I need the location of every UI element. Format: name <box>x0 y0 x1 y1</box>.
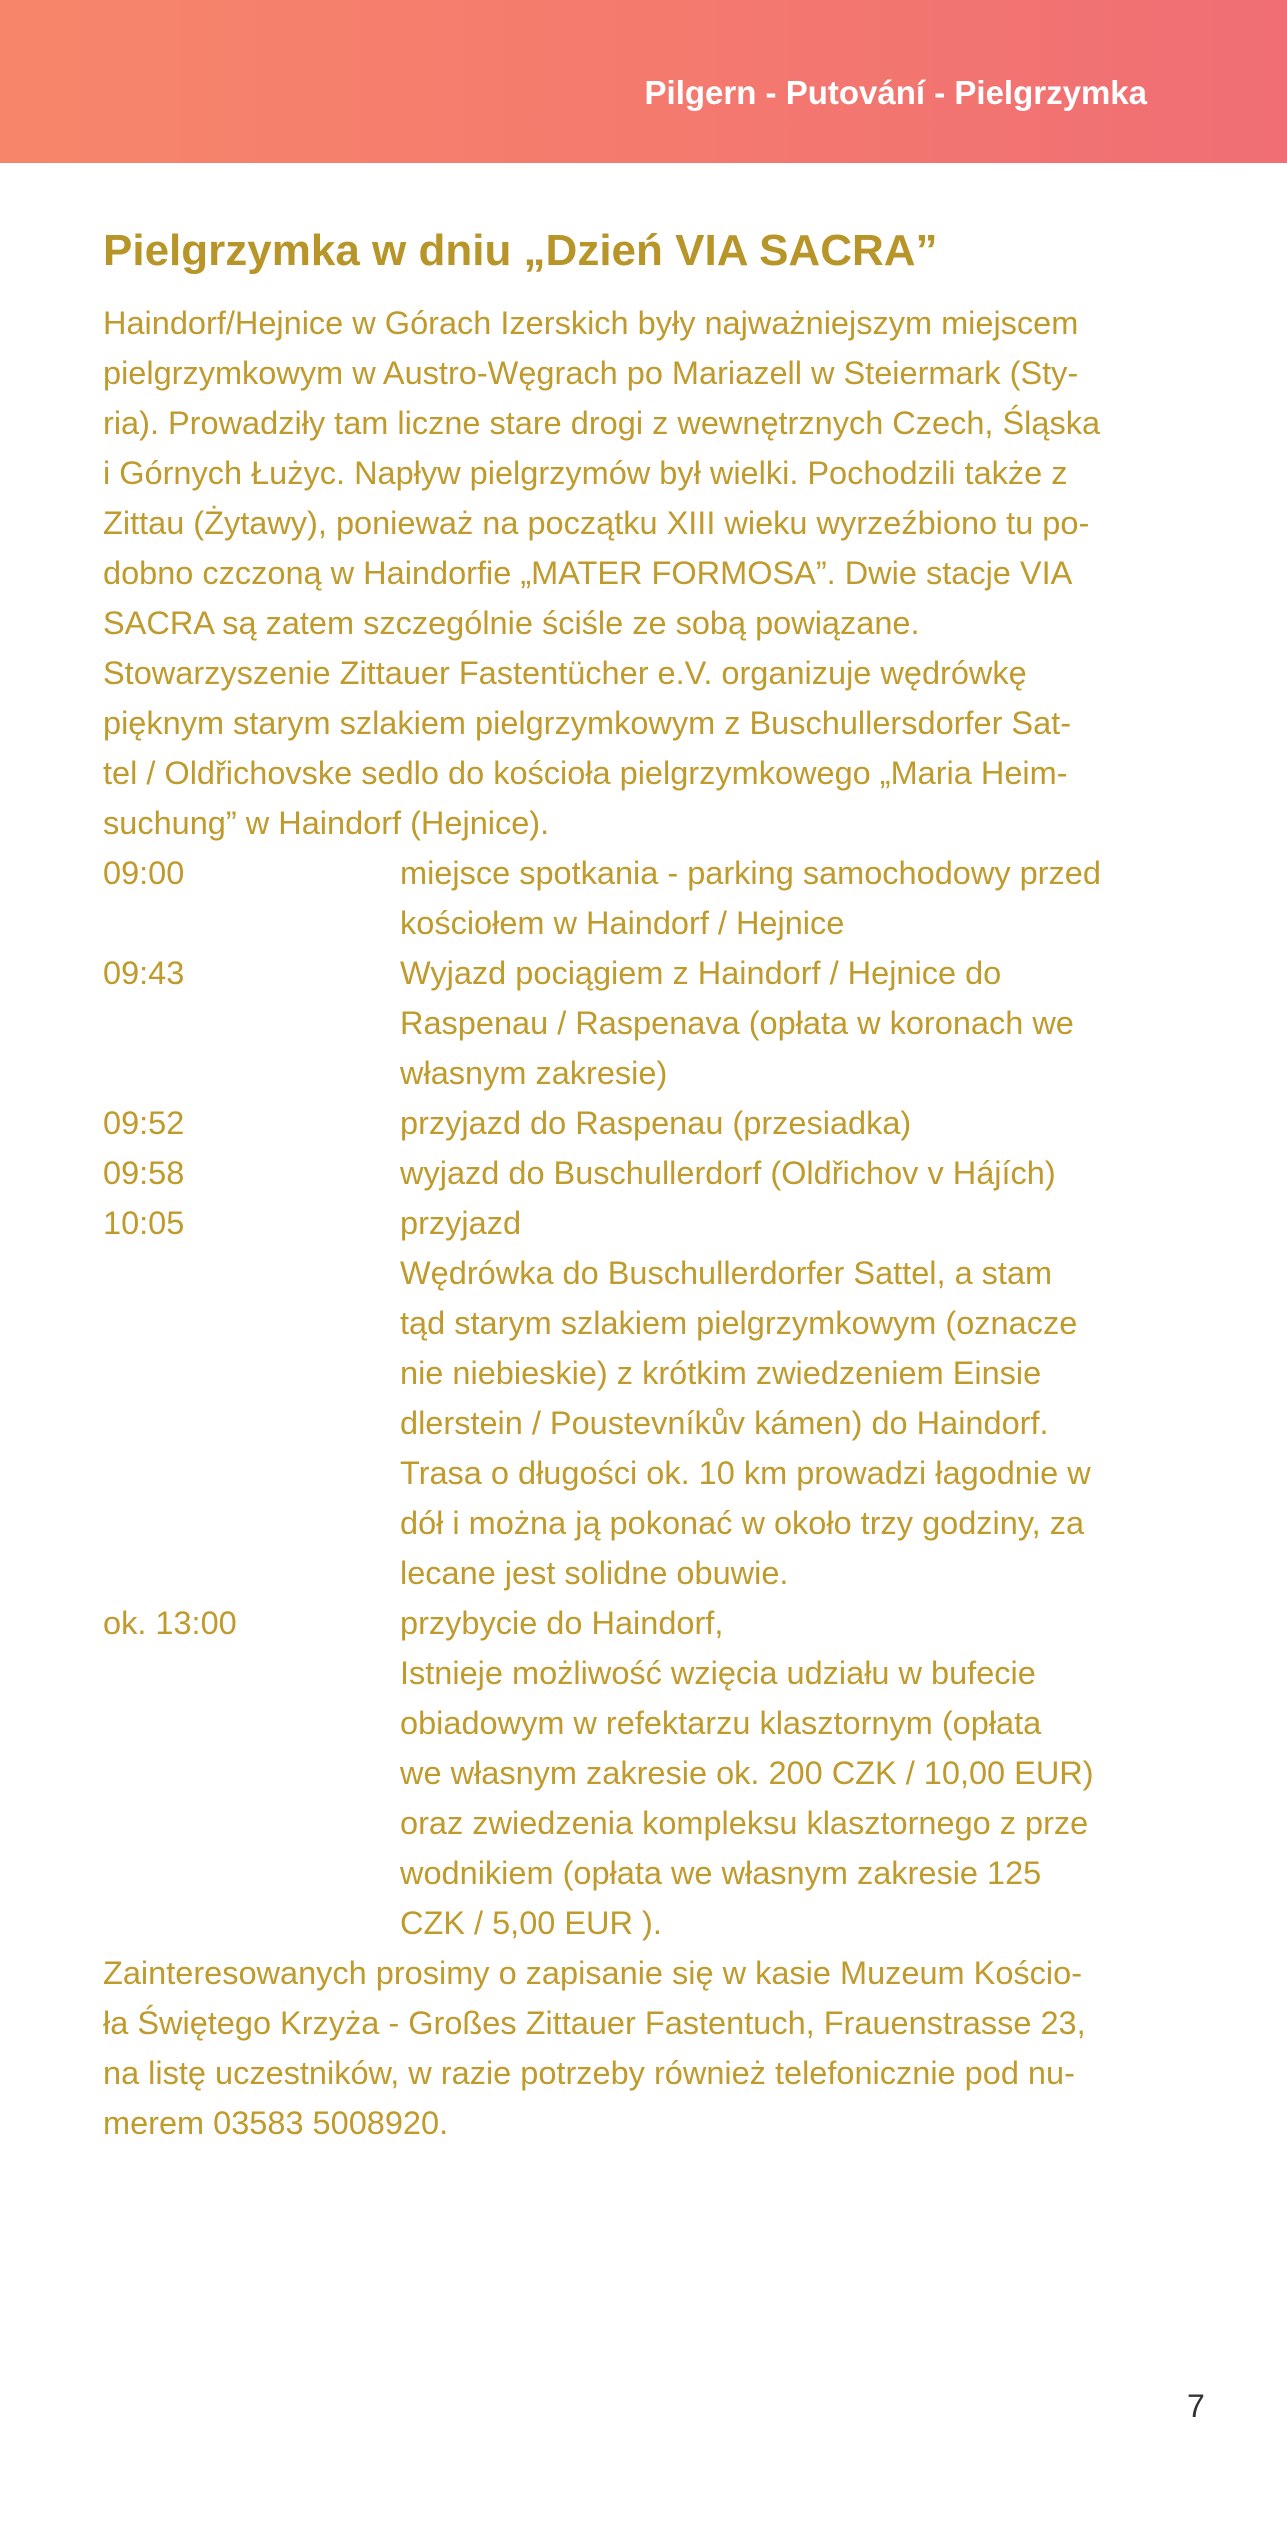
organizer-paragraph: Stowarzyszenie Zittauer Fastentücher e.V. organizuje wędrówkę pięknym starym szlakiem pielgrzymkowym z Buschullersdorfer Sat- tel / Oldřichovske sedlo do kościoła pielgrzymkowego „Maria Heim- suchung” w Haindorf (Hejnice). <box>103 655 1072 841</box>
schedule-time: 09:00 <box>103 855 185 891</box>
schedule-time: ok. 13:00 <box>103 1605 237 1641</box>
page-title: Pielgrzymka w dniu „Dzień VIA SACRA” <box>103 226 938 275</box>
schedule-description: przybycie do Haindorf, Istnieje możliwość wzięcia udziału w bufecie obiadowym w refektarzu klasztornym (opłata we własnym zakresie ok. 200 CZK / 10,00 EUR) oraz zwiedzenia kompleksu klasztornego z prze wodnikiem (opłata we własnym zakresie 125 CZK / 5,00 EUR ). <box>400 1605 1094 1941</box>
schedule-row <box>103 1198 1163 1598</box>
header-title: Pilgern - Putování - Pielgrzymka <box>644 74 1147 111</box>
main-content <box>103 222 1163 2148</box>
schedule-row <box>103 1148 1163 1198</box>
schedule-description: przyjazd Wędrówka do Buschullerdorfer Sattel, a stam tąd starym szlakiem pielgrzymkowym (oznacze nie niebieskie) z krótkim zwiedzeniem Einsie dlerstein / Poustevníkův kámen) do Haindorf. Trasa o długości ok. 10 km prowadzi łagodnie w dół i można ją pokonać w około trzy godziny, za lecane jest solidne obuwie. <box>400 1205 1091 1591</box>
schedule <box>103 848 1163 1948</box>
schedule-time: 09:52 <box>103 1105 185 1141</box>
schedule-row <box>103 848 1163 948</box>
header-band <box>0 0 1287 163</box>
schedule-description: przyjazd do Raspenau (przesiadka) <box>400 1105 912 1141</box>
closing-paragraph: Zainteresowanych prosimy o zapisanie się w kasie Muzeum Kościo- ła Świętego Krzyża - Großes Zittauer Fastentuch, Frauenstrasse 23, na listę uczestników, w razie potrzeby również telefonicznie pod nu- merem 03583 5008920. <box>103 1955 1086 2141</box>
schedule-time: 09:43 <box>103 955 185 991</box>
schedule-row <box>103 948 1163 1098</box>
schedule-description: wyjazd do Buschullerdorf (Oldřichov v Hájích) <box>400 1155 1056 1191</box>
schedule-time: 10:05 <box>103 1205 185 1241</box>
schedule-description: miejsce spotkania - parking samochodowy przed kościołem w Haindorf / Hejnice <box>400 855 1101 941</box>
page-number: 7 <box>1187 2388 1205 2424</box>
schedule-description: Wyjazd pociągiem z Haindorf / Hejnice do Raspenau / Raspenava (opłata w koronach we własnym zakresie) <box>400 955 1074 1091</box>
schedule-row <box>103 1098 1163 1148</box>
intro-paragraph: Haindorf/Hejnice w Górach Izerskich były najważniejszym miejscem pielgrzymkowym w Austro-Węgrach po Mariazell w Steiermark (Sty- ria). Prowadziły tam liczne stare drogi z wewnętrznych Czech, Śląska i Górnych Łużyc. Napływ pielgrzymów był wielki. Pochodzili także z Zittau (Żytawy), ponieważ na początku XIII wieku wyrzeźbiono tu po- dobno czczoną w Haindorfie „MATER FORMOSA”. Dwie stacje VIA SACRA są zatem szczególnie ściśle ze sobą powiązane. <box>103 305 1101 641</box>
schedule-row <box>103 1598 1163 1948</box>
schedule-time: 09:58 <box>103 1155 185 1191</box>
